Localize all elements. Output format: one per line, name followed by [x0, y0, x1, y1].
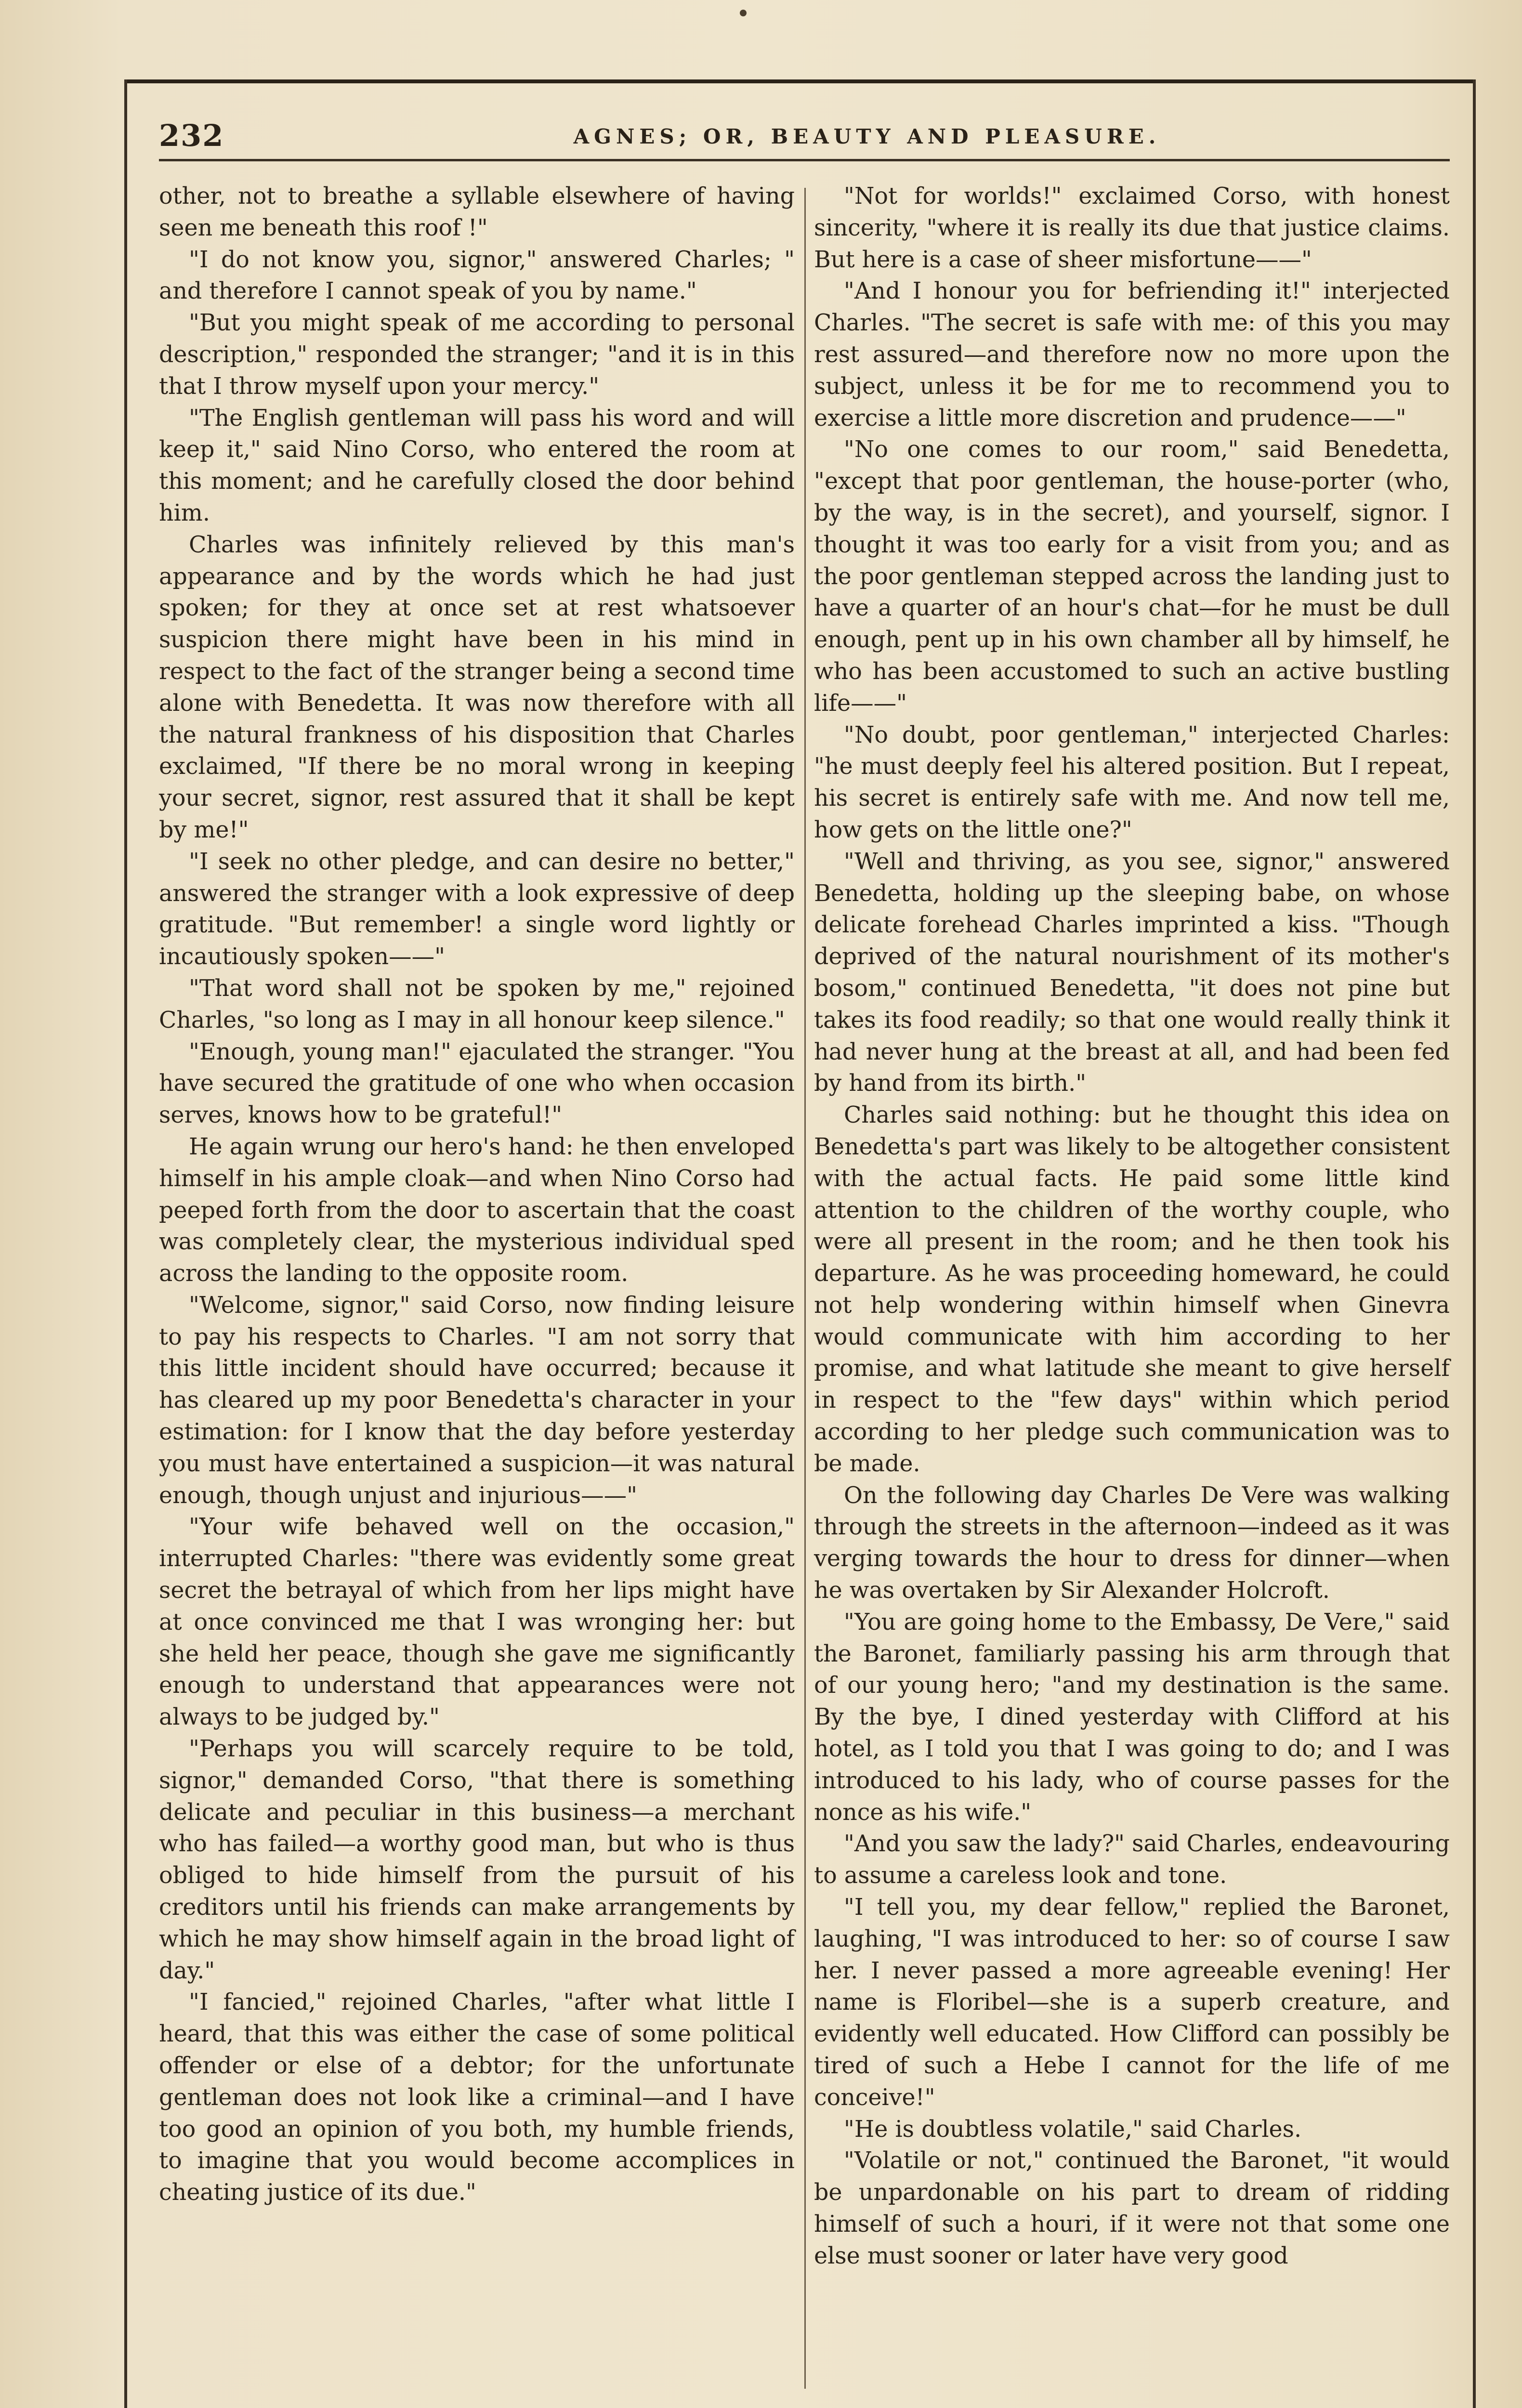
paragraph: "Welcome, signor," said Corso, now finding leisure to pay his respects to Charles. "I am not sorry that this little incident should have occurred; because it has cleared up my poor Benedetta's character in your estimation: for I know that the day before yesterday you must have entertained a suspicion—it was natural enough, though unjust and injurious——" [159, 1292, 795, 1509]
paragraph: "No doubt, poor gentleman," interjected Charles: "he must deeply feel his altered position. But I repeat, his secret is entirely safe with me. And now tell me, how gets on the little one?" [814, 721, 1450, 843]
paragraph: "Your wife behaved well on the occasion," interrupted Charles: "there was evidently some great secret the betrayal of which from her lips might have at once convinced me that I was wronging her: but she held her peace, though she gave me significantly enough to understand that appearances were not always to be judged by." [159, 1514, 795, 1731]
ink-speck [740, 10, 747, 16]
paragraph: "I tell you, my dear fellow," replied the Baronet, laughing, "I was introduced to her: so of course I saw her. I never passed a more agreeable evening! Her name is Floribel—she is a superb creature, and evidently well educated. How Clifford can possibly be tired of such a Hebe I cannot for the life of me conceive!" [814, 1894, 1450, 2111]
paragraph: "Well and thriving, as you see, signor," answered Benedetta, holding up the sleeping babe, on whose delicate forehead Charles imprinted a kiss. "Though deprived of the natural nourishment of its mother's bosom," continued Benedetta, "it does not pine but takes its food readily; so that one would really think it had never hung at the breast at all, and had been fed by hand from its birth." [814, 848, 1450, 1097]
frame-top-rule [126, 79, 1475, 83]
paragraph: He again wrung our hero's hand: he then enveloped himself in his ample cloak—and when Nino Corso had peeped forth from the door to ascertain that the coast was completely clear, the mysterious individual sped across the landing to the opposite room. [159, 1133, 795, 1287]
paragraph: other, not to breathe a syllable elsewhere of having seen me beneath this roof !" [159, 183, 795, 241]
running-title: AGNES; OR, BEAUTY AND PLEASURE. [573, 125, 1161, 148]
right-column [814, 181, 1450, 2272]
paragraph: "And you saw the lady?" said Charles, endeavouring to assume a careless look and tone. [814, 1831, 1450, 1889]
paragraph: Charles was infinitely relieved by this man's appearance and by the words which he had just spoken; for they at once set at rest whatsoever suspicion there might have been in his mind in respect to the fact of the stranger being a second time alone with Benedetta. It was now therefore with all the natural frankness of his disposition that Charles exclaimed, "If there be no moral wrong in keeping your secret, signor, rest assured that it shall be kept by me!" [159, 531, 795, 843]
paragraph: "No one comes to our room," said Benedetta, "except that poor gentleman, the house-porter (who, by the way, is in the secret), and yourself, signor. I thought it was too early for a visit from you; and as the poor gentleman stepped across the landing just to have a quarter of an hour's chat—for he must be dull enough, pent up in his own chamber all by himself, he who has been accustomed to such an active bustling life——" [814, 436, 1450, 717]
page-header [159, 118, 1450, 161]
paragraph: Charles said nothing: but he thought this idea on Benedetta's part was likely to be altogether consistent with the actual facts. He paid some little kind attention to the children of the worthy couple, who were all present in the room; and he then took his departure. As he was proceeding homeward, he could not help wondering within himself when Ginevra would communicate with him according to her promise, and what latitude she meant to give herself in respect to the "few days" within which period according to her pledge such communication was to be made. [814, 1102, 1450, 1477]
paragraph: "And I honour you for befriending it!" interjected Charles. "The secret is safe with me: of this you may rest assured—and therefore now no more upon the subject, unless it be for me to recommend you to exercise a little more discretion and prudence——" [814, 278, 1450, 432]
left-column [159, 181, 795, 2209]
paragraph: "I fancied," rejoined Charles, "after what little I heard, that this was either the case of some political offender or else of a debtor; for the unfortunate gentleman does not look like a criminal—and I have too good an opinion of you both, my humble friends, to imagine that you would become accomplices in cheating justice of its due." [159, 1989, 795, 2206]
header-rule [159, 159, 1450, 161]
paragraph: "He is doubtless volatile," said Charles. [844, 2116, 1302, 2143]
page-number: 232 [159, 118, 224, 153]
paragraph: "I do not know you, signor," answered Charles; " and therefore I cannot speak of you by name." [159, 246, 795, 305]
column-divider [804, 188, 806, 2389]
paragraph: "You are going home to the Embassy, De Vere," said the Baronet, familiarly passing his arm through that of our young hero; "and my destination is the same. By the bye, I dined yesterday with Clifford at his hotel, as I told you that I was going to do; and I was introduced to his lady, who of course passes for the nonce as his wife." [814, 1609, 1450, 1826]
paragraph: "Volatile or not," continued the Baronet, "it would be unpardonable on his part to dream of ridding himself of such a houri, if it were not that some one else must sooner or later have very good [814, 2147, 1450, 2269]
paragraph: "The English gentleman will pass his word and will keep it," said Nino Corso, who entered the room at this moment; and he carefully closed the door behind him. [159, 405, 795, 526]
paragraph: "That word shall not be spoken by me," rejoined Charles, "so long as I may in all honour keep silence." [159, 975, 795, 1034]
frame-left-rule [124, 79, 127, 2408]
paragraph: "Not for worlds!" exclaimed Corso, with honest sincerity, "where it is really its due that justice claims. But here is a case of sheer misfortune——" [814, 183, 1450, 273]
paragraph: "But you might speak of me according to personal description," responded the stranger; "and it is in this that I throw myself upon your mercy." [159, 310, 795, 400]
paragraph: "I seek no other pledge, and can desire no better," answered the stranger with a look expressive of deep gratitude. "But remember! a single word lightly or incautiously spoken——" [159, 848, 795, 970]
paragraph: "Enough, young man!" ejaculated the stranger. "You have secured the gratitude of one who when occasion serves, knows how to be grateful!" [159, 1038, 795, 1129]
paragraph: On the following day Charles De Vere was walking through the streets in the afternoon—indeed as it was verging towards the hour to dress for dinner—when he was overtaken by Sir Alexander Holcroft. [814, 1482, 1450, 1604]
paragraph: "Perhaps you will scarcely require to be told, signor," demanded Corso, "that there is something delicate and peculiar in this business—a merchant who has failed—a worthy good man, but who is thus obliged to hide himself from the pursuit of his creditors until his friends can make arrangements by which he may show himself again in the broad light of day." [159, 1736, 795, 1984]
frame-right-rule [1473, 79, 1476, 2408]
